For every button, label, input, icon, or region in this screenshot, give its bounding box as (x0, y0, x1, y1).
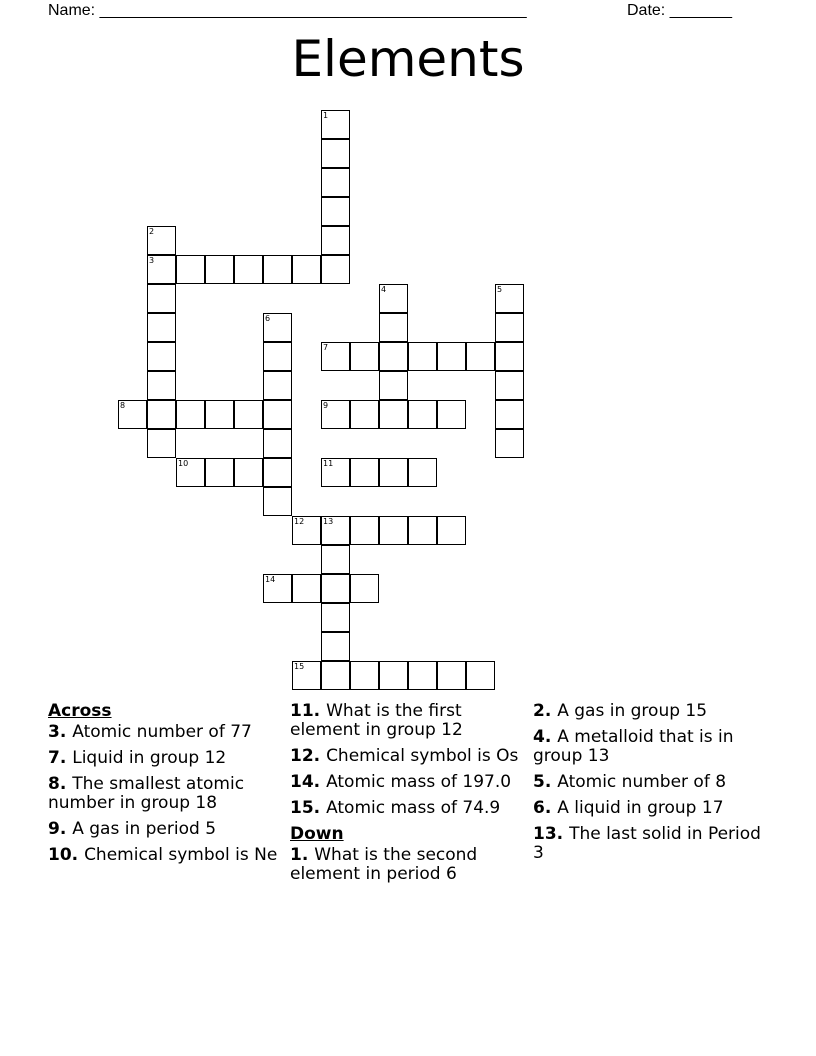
grid-cell[interactable] (263, 429, 292, 458)
cell-number: 9 (323, 401, 329, 410)
grid-cell[interactable] (263, 342, 292, 371)
grid-cell[interactable] (263, 313, 292, 342)
clue-number: 6 (533, 798, 545, 818)
across-clue: 10. Chemical symbol is Ne (48, 845, 278, 865)
down-clue: 6. A liquid in group 17 (533, 798, 724, 818)
clue-number: 8 (48, 774, 60, 794)
grid-cell[interactable] (437, 516, 466, 545)
grid-cell[interactable] (321, 197, 350, 226)
clue-text: Chemical symbol is Ne (84, 845, 278, 865)
grid-cell[interactable] (350, 574, 379, 603)
grid-cell[interactable] (350, 661, 379, 690)
grid-cell[interactable] (176, 458, 205, 487)
down-clue: 13. The last solid in Period 3 (533, 824, 761, 863)
cell-number: 13 (323, 517, 334, 526)
cell-number: 2 (149, 227, 155, 236)
grid-cell[interactable] (321, 603, 350, 632)
across-clue: 11. What is the first element in group 12 (290, 701, 463, 740)
across-clue: 9. A gas in period 5 (48, 819, 217, 839)
grid-cell[interactable] (263, 371, 292, 400)
grid-cell[interactable] (495, 313, 524, 342)
clue-number: 10 (48, 845, 72, 865)
down-clue: 2. A gas in group 15 (533, 701, 708, 721)
cell-number: 12 (294, 517, 305, 526)
grid-cell[interactable] (234, 400, 263, 429)
grid-cell[interactable] (408, 400, 437, 429)
down-clue: 4. A metalloid that is in group 13 (533, 727, 734, 766)
grid-cell[interactable] (321, 139, 350, 168)
clues-column-3 (533, 702, 768, 870)
grid-cell[interactable] (495, 371, 524, 400)
grid-cell[interactable] (147, 371, 176, 400)
grid-cell[interactable] (408, 661, 437, 690)
grid-cell[interactable] (321, 661, 350, 690)
grid-cell[interactable] (379, 371, 408, 400)
grid-cell[interactable] (321, 168, 350, 197)
grid-cell[interactable] (147, 313, 176, 342)
cell-number: 11 (323, 459, 334, 468)
clue-text: The last solid in Period 3 (533, 824, 761, 863)
grid-cell[interactable] (321, 632, 350, 661)
grid-cell[interactable] (234, 458, 263, 487)
grid-cell[interactable] (176, 400, 205, 429)
cell-number: 8 (120, 401, 126, 410)
grid-cell[interactable] (321, 516, 350, 545)
grid-cell[interactable] (466, 661, 495, 690)
grid-cell[interactable] (321, 255, 350, 284)
date-field[interactable]: Date: _______ (627, 2, 732, 19)
grid-cell[interactable] (379, 516, 408, 545)
grid-cell[interactable] (205, 255, 234, 284)
cell-number: 6 (265, 314, 271, 323)
clue-text: Atomic number of 77 (72, 722, 252, 742)
grid-cell[interactable] (321, 545, 350, 574)
grid-cell[interactable] (292, 574, 321, 603)
grid-cell[interactable] (495, 429, 524, 458)
cell-number: 4 (381, 285, 387, 294)
grid-cell[interactable] (321, 110, 350, 139)
grid-cell[interactable] (292, 255, 321, 284)
grid-cell[interactable] (263, 400, 292, 429)
cell-number: 15 (294, 662, 305, 671)
grid-cell[interactable] (408, 342, 437, 371)
grid-cell[interactable] (437, 661, 466, 690)
clue-text: Atomic number of 8 (557, 772, 727, 792)
grid-cell[interactable] (350, 458, 379, 487)
clue-text: What is the first element in group 12 (290, 701, 463, 740)
clue-number: 2 (533, 701, 545, 721)
grid-cell[interactable] (408, 516, 437, 545)
clue-number: 12 (290, 746, 314, 766)
grid-cell[interactable] (437, 342, 466, 371)
grid-cell[interactable] (321, 458, 350, 487)
grid-cell[interactable] (495, 284, 524, 313)
grid-cell[interactable] (321, 574, 350, 603)
clue-text: A gas in group 15 (557, 701, 708, 721)
grid-cell[interactable] (350, 400, 379, 429)
grid-cell[interactable] (147, 255, 176, 284)
clue-text: Liquid in group 12 (72, 748, 227, 768)
grid-cell[interactable] (379, 313, 408, 342)
grid-cell[interactable] (321, 400, 350, 429)
grid-cell[interactable] (118, 400, 147, 429)
clue-text: A metalloid that is in group 13 (533, 727, 734, 766)
grid-cell[interactable] (495, 400, 524, 429)
grid-cell[interactable] (263, 255, 292, 284)
down-clue: 5. Atomic number of 8 (533, 772, 727, 792)
clue-text: A liquid in group 17 (557, 798, 724, 818)
grid-cell[interactable] (321, 226, 350, 255)
grid-cell[interactable] (350, 516, 379, 545)
across-clue: 15. Atomic mass of 74.9 (290, 798, 501, 818)
grid-cell[interactable] (379, 400, 408, 429)
cell-number: 10 (178, 459, 189, 468)
across-clue: 12. Chemical symbol is Os (290, 746, 519, 766)
clue-number: 7 (48, 748, 60, 768)
grid-cell[interactable] (379, 284, 408, 313)
across-clue: 3. Atomic number of 77 (48, 722, 252, 742)
clues-column-1 (48, 702, 283, 872)
grid-cell[interactable] (263, 574, 292, 603)
clue-text: Atomic mass of 74.9 (326, 798, 501, 818)
across-clue: 14. Atomic mass of 197.0 (290, 772, 512, 792)
grid-cell[interactable] (292, 661, 321, 690)
name-field[interactable]: Name: ________________________________________________ (48, 2, 527, 19)
grid-cell[interactable] (466, 342, 495, 371)
cell-number: 1 (323, 111, 329, 120)
grid-cell[interactable] (495, 342, 524, 371)
grid-cell[interactable] (408, 458, 437, 487)
clue-text: Chemical symbol is Os (326, 746, 519, 766)
clue-number: 1 (290, 845, 302, 865)
cell-number: 5 (497, 285, 503, 294)
clue-number: 14 (290, 772, 314, 792)
cell-number: 3 (149, 256, 155, 265)
grid-cell[interactable] (147, 400, 176, 429)
cell-number: 7 (323, 343, 329, 352)
clue-number: 15 (290, 798, 314, 818)
across-clue: 8. The smallest atomic number in group 18 (48, 774, 245, 813)
grid-cell[interactable] (379, 458, 408, 487)
grid-cell[interactable] (263, 487, 292, 516)
grid-cell[interactable] (379, 342, 408, 371)
grid-cell[interactable] (292, 516, 321, 545)
clue-number: 3 (48, 722, 60, 742)
clues-column-2 (290, 702, 525, 891)
grid-cell[interactable] (350, 342, 379, 371)
across-clue: 7. Liquid in group 12 (48, 748, 227, 768)
clue-text: The smallest atomic number in group 18 (48, 774, 245, 813)
grid-cell[interactable] (321, 342, 350, 371)
clue-number: 9 (48, 819, 60, 839)
clue-text: What is the second element in period 6 (290, 845, 478, 884)
clue-text: Atomic mass of 197.0 (326, 772, 512, 792)
clue-number: 5 (533, 772, 545, 792)
grid-cell[interactable] (205, 400, 234, 429)
grid-cell[interactable] (147, 284, 176, 313)
down-heading: Down (290, 824, 344, 844)
down-clue: 1. What is the second element in period 6 (290, 845, 478, 884)
grid-cell[interactable] (147, 226, 176, 255)
grid-cell[interactable] (176, 255, 205, 284)
across-heading: Across (48, 701, 112, 721)
grid-cell[interactable] (437, 400, 466, 429)
grid-cell[interactable] (379, 661, 408, 690)
grid-cell[interactable] (263, 458, 292, 487)
clue-number: 11 (290, 701, 314, 721)
cell-number: 14 (265, 575, 276, 584)
clue-number: 4 (533, 727, 545, 747)
grid-cell[interactable] (205, 458, 234, 487)
grid-cell[interactable] (147, 342, 176, 371)
grid-cell[interactable] (234, 255, 263, 284)
clue-number: 13 (533, 824, 557, 844)
clue-text: A gas in period 5 (72, 819, 217, 839)
grid-cell[interactable] (147, 429, 176, 458)
page-title: Elements (291, 30, 525, 88)
